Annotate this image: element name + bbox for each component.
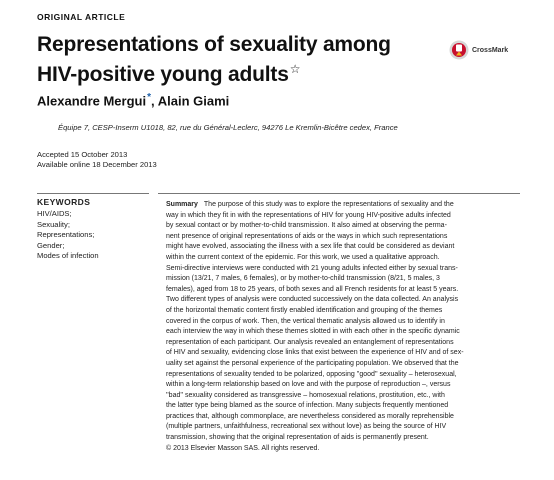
- available-online-date: Available online 18 December 2013: [37, 160, 157, 169]
- abstract-line: uality set against the personal experience of the participating population. We observed that the: [166, 359, 459, 367]
- abstract-line: the latter type being blamed as the source of infection. Many subjects frequently mentioned: [166, 402, 449, 410]
- abstract-line: females), aged from 18 to 25 years, of both sexes and all French residents for at least 5 years.: [166, 285, 459, 293]
- abstract-line: of HIV and sexuality, evidencing close links that exist between the experience of HIV and of sex-: [166, 349, 464, 357]
- abstract-line: within the current context of the epidemic. For this work, we used a qualitative approach.: [166, 253, 440, 261]
- abstract-line: transmission, showing that the original representation of aids is permanently present.: [166, 434, 429, 442]
- author-separator: ,: [151, 93, 158, 109]
- abstract-line: mission (13/21, 7 males, 6 females), or by mother-to-child transmission (8/21, 5 males, 3: [166, 275, 440, 283]
- crossmark-icon: [449, 40, 469, 60]
- article-title: [37, 33, 427, 87]
- author-name[interactable]: Alexandre Mergui: [37, 93, 147, 109]
- abstract-line: ''bad'' sexuality considered as transgressive – homosexual relations, prostitution, etc., with: [166, 391, 445, 399]
- keyword-item: Sexuality;: [37, 219, 70, 229]
- abstract-line: Two different types of analysis were conducted successively on the data collected. An analysis: [166, 296, 459, 304]
- affiliation: Équipe 7, CESP-Inserm U1018, 82, rue du Général-Leclerc, 94276 Le Kremlin-Bicêtre cedex, France: [58, 123, 398, 132]
- corresponding-author-mark[interactable]: *: [147, 92, 151, 103]
- title-footnote-mark[interactable]: ☆: [289, 62, 301, 76]
- abstract-line: [166, 200, 512, 211]
- keywords-divider: [37, 193, 149, 194]
- abstract-line: representation of each participant. Our analysis revealed an entanglement of representations: [166, 338, 454, 346]
- keywords-panel: [37, 197, 149, 261]
- abstract-line: nent presence of original representations of aids or the ways in which such representations: [166, 232, 448, 240]
- abstract-line: practices that, although commonplace, are nevertheless considered as morally reprehensible: [166, 412, 454, 420]
- abstract-divider: [158, 193, 520, 194]
- accepted-date: Accepted 15 October 2013: [37, 150, 128, 159]
- keyword-item: Modes of infection: [37, 251, 99, 261]
- keyword-item: HIV/AIDS;: [37, 209, 72, 219]
- abstract-line: might have evolved, associating the illness with a sex life that could be considered as deviant: [166, 243, 455, 251]
- keyword-item: Gender;: [37, 240, 65, 250]
- crossmark-badge[interactable]: [449, 38, 519, 62]
- abstract-line: within a long-term relationship based on love and with the purpose of reproduction –, versus: [166, 381, 451, 389]
- abstract-line: of the horizontal thematic content firstly enabled identification and grouping of the themes: [166, 306, 443, 314]
- crossmark-label: CrossMark: [472, 46, 509, 54]
- keyword-item: Representations;: [37, 230, 95, 240]
- abstract-line: by sexual contact or by mother-to-child transmission. It also aimed at observing the perma-: [166, 222, 447, 230]
- article-type-label: ORIGINAL ARTICLE: [37, 12, 126, 22]
- author-name[interactable]: Alain Giami: [157, 93, 230, 109]
- abstract-line: Semi-directive interviews were conducted with 21 young adults infected either by sexual trans-: [166, 264, 458, 272]
- abstract-line: way in which they fit in with the representations of HIV for young HIV-positive adults infected: [166, 211, 451, 219]
- keywords-heading: KEYWORDS: [37, 197, 91, 207]
- abstract-line: covered in the corpus of work. Then, the vertical thematic analysis allowed us to identify in: [166, 317, 445, 325]
- abstract-line: each interview the way in which these themes slotted in with each other in the specific dynamic: [166, 328, 460, 336]
- abstract-line-text: The purpose of this study was to explore the representations of sexuality and the: [203, 201, 454, 208]
- author-list: [37, 92, 229, 108]
- copyright-notice: © 2013 Elsevier Masson SAS. All rights reserved.: [166, 444, 320, 452]
- abstract: [166, 200, 512, 454]
- title-line-1: Representations of sexuality among: [37, 33, 391, 56]
- abstract-line: representations of sexuality tended to be polarized, opposing ''good'' sexuality – heterosexual,: [166, 370, 457, 378]
- title-line-2-text: HIV-positive young adults: [37, 63, 289, 86]
- abstract-line: (multiple partners, unfaithfulness, recreational sex without love) as being the source of HIV: [166, 423, 447, 431]
- title-line-2: [37, 57, 427, 87]
- article-dates: [37, 150, 157, 170]
- summary-label: Summary: [166, 201, 198, 208]
